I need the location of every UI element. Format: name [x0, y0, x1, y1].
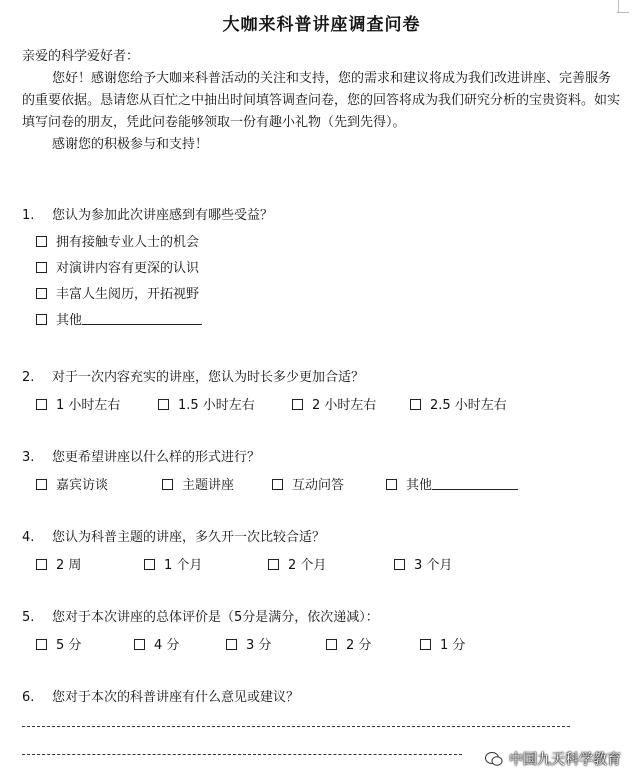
option-label: 2.5 小时左右 [430, 398, 507, 413]
option-checkbox[interactable] [394, 554, 452, 573]
watermark [485, 749, 621, 769]
checkbox-icon[interactable] [134, 639, 145, 650]
checkbox-icon[interactable] [410, 399, 421, 410]
question-text: 您对于本次讲座的总体评价是（5分是满分，依次递减）： [52, 610, 379, 625]
option-label: 2 小时左右 [312, 398, 377, 413]
answer-line[interactable] [22, 754, 462, 756]
checkbox-icon[interactable] [420, 639, 431, 650]
option-label: 1 分 [440, 638, 466, 653]
checkbox-icon[interactable] [292, 399, 303, 410]
option-checkbox[interactable] [144, 554, 202, 573]
question-3 [22, 448, 433, 494]
checkbox-icon[interactable] [226, 639, 237, 650]
checkbox-icon[interactable] [386, 479, 397, 490]
option-checkbox[interactable] [36, 634, 81, 653]
option-label: 3 分 [246, 638, 272, 653]
option-checkbox[interactable] [36, 554, 81, 573]
question-5 [22, 608, 466, 654]
thanks-line: 感谢您的积极参与和支持！ [52, 137, 209, 152]
checkbox-icon[interactable] [36, 288, 47, 299]
option-checkbox[interactable] [36, 394, 120, 413]
option-label: 主题讲座 [182, 478, 235, 493]
option-checkbox[interactable] [36, 256, 273, 282]
question-text: 您认为科普主题的讲座，多久开一次比较合适？ [52, 530, 326, 545]
question-text: 您认为参加此次讲座感到有哪些受益？ [52, 208, 274, 223]
checkbox-icon[interactable] [268, 559, 279, 570]
checkbox-icon[interactable] [162, 479, 173, 490]
option-checkbox[interactable] [268, 554, 326, 573]
greeting: 亲爱的科学爱好者： [22, 49, 140, 64]
survey-title: 大咖来科普讲座调查问卷 [222, 15, 421, 35]
option-checkbox[interactable] [272, 474, 344, 493]
option-checkbox[interactable] [326, 634, 371, 653]
question-text: 您更希望讲座以什么样的形式进行？ [52, 450, 261, 465]
option-label: 2 周 [56, 558, 82, 573]
option-label: 3 个月 [414, 558, 453, 573]
option-checkbox[interactable] [36, 308, 273, 334]
question-text: 您对于本次的科普讲座有什么意见或建议？ [52, 690, 300, 705]
checkbox-icon[interactable] [144, 559, 155, 570]
option-label: 1 小时左右 [56, 398, 121, 413]
option-checkbox[interactable] [410, 394, 507, 413]
option-checkbox[interactable] [36, 474, 108, 493]
checkbox-icon[interactable] [36, 262, 47, 273]
option-checkbox[interactable] [158, 394, 255, 413]
question-1 [22, 206, 273, 334]
checkbox-icon[interactable] [272, 479, 283, 490]
checkbox-icon[interactable] [36, 314, 47, 325]
option-checkbox[interactable] [386, 474, 518, 493]
option-label: 1.5 小时左右 [178, 398, 255, 413]
question-number: 3. [22, 450, 35, 465]
option-label: 拥有接触专业人士的机会 [56, 235, 200, 250]
question-2 [22, 368, 507, 414]
option-label: 4 分 [154, 638, 180, 653]
option-checkbox[interactable] [420, 634, 465, 653]
intro-section [22, 46, 622, 156]
checkbox-icon[interactable] [36, 236, 47, 247]
question-number: 1. [22, 208, 35, 223]
question-text: 对于一次内容充实的讲座，您认为时长多少更加合适？ [52, 370, 365, 385]
other-blank-field[interactable] [432, 477, 518, 490]
question-6 [22, 688, 299, 708]
option-label: 其他 [406, 478, 433, 493]
option-label: 其他 [56, 313, 83, 328]
checkbox-icon[interactable] [36, 399, 47, 410]
other-blank-field[interactable] [82, 312, 202, 325]
option-label: 1 个月 [164, 558, 203, 573]
checkbox-icon[interactable] [394, 559, 405, 570]
question-number: 2. [22, 370, 35, 385]
intro-paragraph: 您好！感谢您给予大咖来科普活动的关注和支持，您的需求和建议将成为我们改进讲座、完善服务的重要依据。恳请您从百忙之中抽出时间填答调查问卷，您的回答将成为我们研究分析的宝贵资料。如实填写问卷的朋友，凭此问卷能够领取一份有趣小礼物（先到先得）。 [22, 71, 621, 130]
option-checkbox[interactable] [134, 634, 179, 653]
question-number: 4. [22, 530, 35, 545]
option-label: 丰富人生阅历，开拓视野 [56, 287, 200, 302]
question-number: 5. [22, 610, 35, 625]
question-4 [22, 528, 453, 574]
checkbox-icon[interactable] [36, 559, 47, 570]
answer-line[interactable] [22, 726, 570, 728]
checkbox-icon[interactable] [326, 639, 337, 650]
question-number: 6. [22, 690, 35, 705]
checkbox-icon[interactable] [36, 479, 47, 490]
option-label: 嘉宾访谈 [56, 478, 109, 493]
option-label: 2 个月 [288, 558, 327, 573]
option-label: 5 分 [56, 638, 82, 653]
checkbox-icon[interactable] [158, 399, 169, 410]
option-label: 对演讲内容有更深的认识 [56, 261, 200, 276]
chat-bubble-icon [485, 751, 503, 767]
option-checkbox[interactable] [292, 394, 376, 413]
option-checkbox[interactable] [36, 230, 273, 256]
watermark-text: 中国九天科学教育 [509, 752, 621, 768]
option-label: 2 分 [346, 638, 372, 653]
option-label: 互动问答 [292, 478, 345, 493]
option-checkbox[interactable] [226, 634, 271, 653]
checkbox-icon[interactable] [36, 639, 47, 650]
option-checkbox[interactable] [162, 474, 234, 493]
option-checkbox[interactable] [36, 282, 273, 308]
